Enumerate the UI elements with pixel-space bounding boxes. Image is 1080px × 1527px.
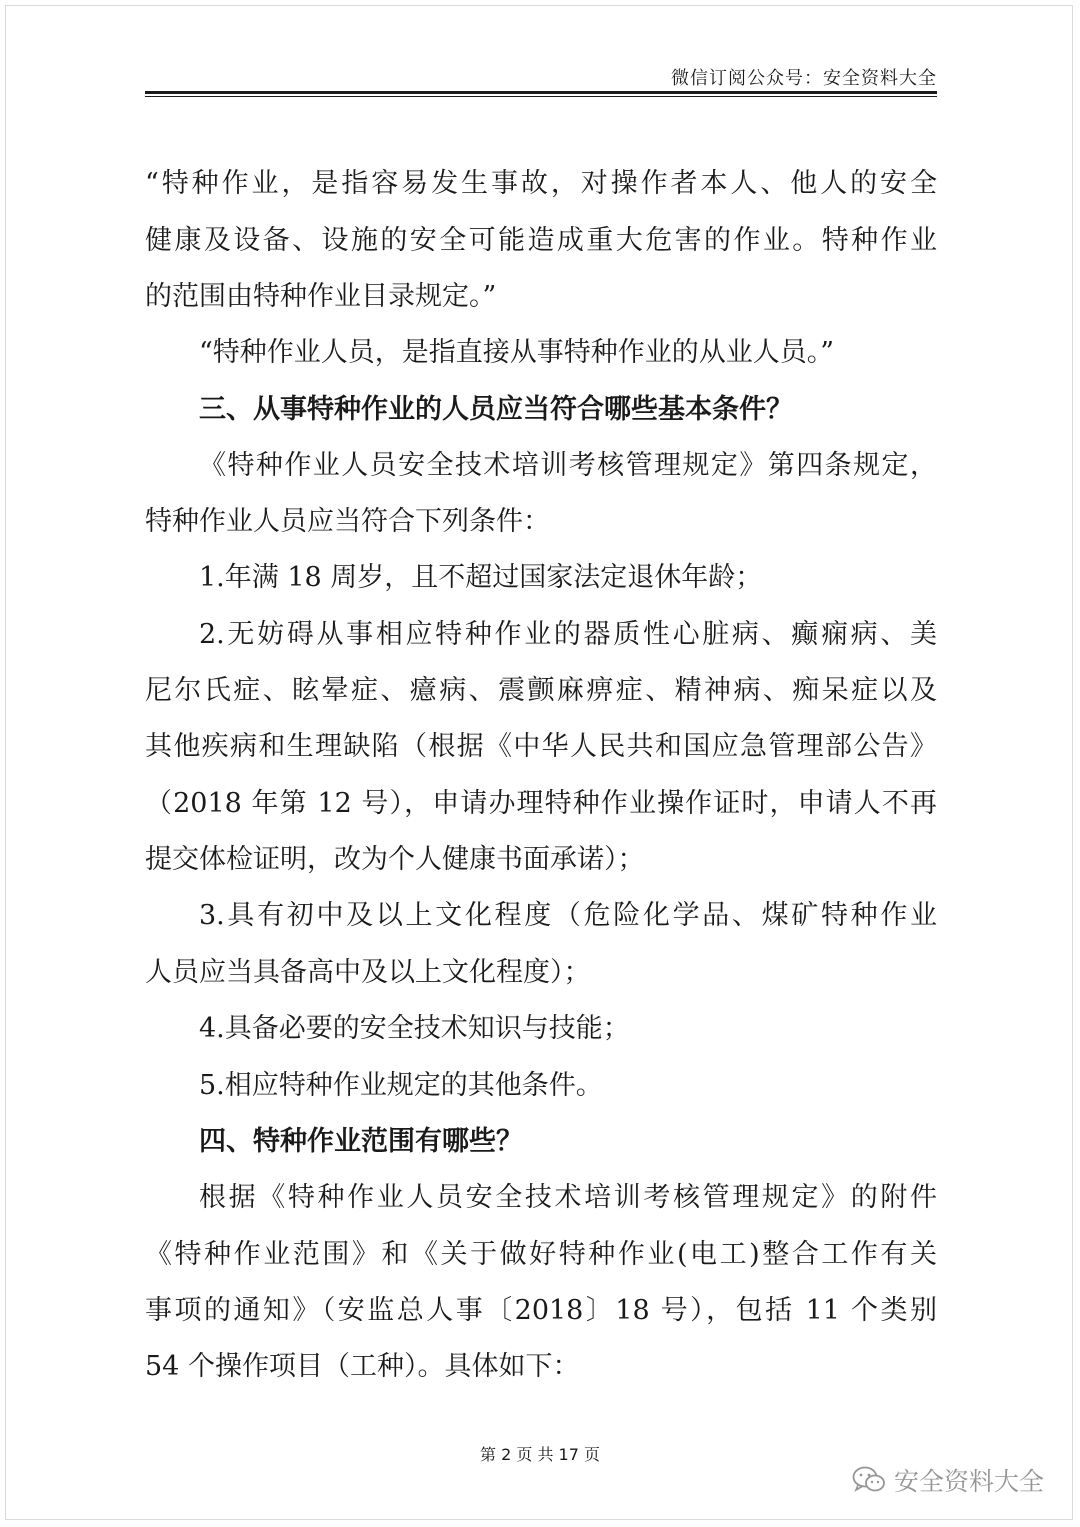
body-line: 根据《特种作业人员安全技术培训考核管理规定》的附件 <box>199 1182 937 1213</box>
body-line: 健康及设备、设施的安全可能造成重大危害的作业。特种作业 <box>145 225 937 256</box>
body-line: 提交体检证明，改为个人健康书面承诺）； <box>145 844 645 875</box>
list-item: 5.相应特种作业规定的其他条件。 <box>199 1070 603 1101</box>
list-item: 4.具备必要的安全技术知识与技能； <box>199 1013 630 1044</box>
body-line: 尼尔氏症、眩晕症、癔病、震颤麻痹症、精神病、痴呆症以及 <box>145 675 937 706</box>
list-item: 2.无妨碍从事相应特种作业的器质性心脏病、癫痫病、美 <box>199 619 937 650</box>
body-line: （2018 年第 12 号），申请办理特种作业操作证时，申请人不再 <box>145 788 937 819</box>
body-line: 事项的通知》（安监总人事〔2018〕18 号），包括 11 个类别 <box>145 1295 937 1326</box>
list-item: 1.年满 18 周岁，且不超过国家法定退休年龄； <box>199 562 763 593</box>
section-heading: 三、从事特种作业的人员应当符合哪些基本条件？ <box>199 394 793 425</box>
body-line: 《特种作业人员安全技术培训考核管理规定》第四条规定， <box>199 450 937 481</box>
page-footer: 第 2 页 共 17 页 <box>480 1445 600 1464</box>
page-header <box>145 60 937 96</box>
watermark-text: 安全资料大全 <box>893 1467 1044 1496</box>
body-line: 人员应当具备高中及以上文化程度）； <box>145 957 591 988</box>
wechat-icon <box>852 1466 886 1494</box>
body-line: 其他疾病和生理缺陷（根据《中华人民共和国应急管理部公告》 <box>145 731 937 762</box>
body-line: 的范围由特种作业目录规定。” <box>145 281 497 312</box>
header-rule-thin <box>145 96 937 97</box>
header-text: 微信订阅公众号：安全资料大全 <box>671 68 937 89</box>
body-line: 特种作业人员应当符合下列条件： <box>145 506 550 537</box>
watermark <box>852 1462 1044 1498</box>
body-line: 54 个操作项目（工种）。具体如下： <box>145 1351 580 1382</box>
header-rule <box>145 91 937 94</box>
body-line: “特种作业，是指容易发生事故，对操作者本人、他人的安全 <box>145 168 937 199</box>
list-item: 3.具有初中及以上文化程度（危险化学品、煤矿特种作业 <box>199 900 937 931</box>
section-heading: 四、特种作业范围有哪些？ <box>199 1126 523 1157</box>
body-line: 《特种作业范围》和《关于做好特种作业(电工)整合工作有关 <box>145 1239 937 1270</box>
body-line: “特种作业人员，是指直接从事特种作业的从业人员。” <box>199 337 835 368</box>
